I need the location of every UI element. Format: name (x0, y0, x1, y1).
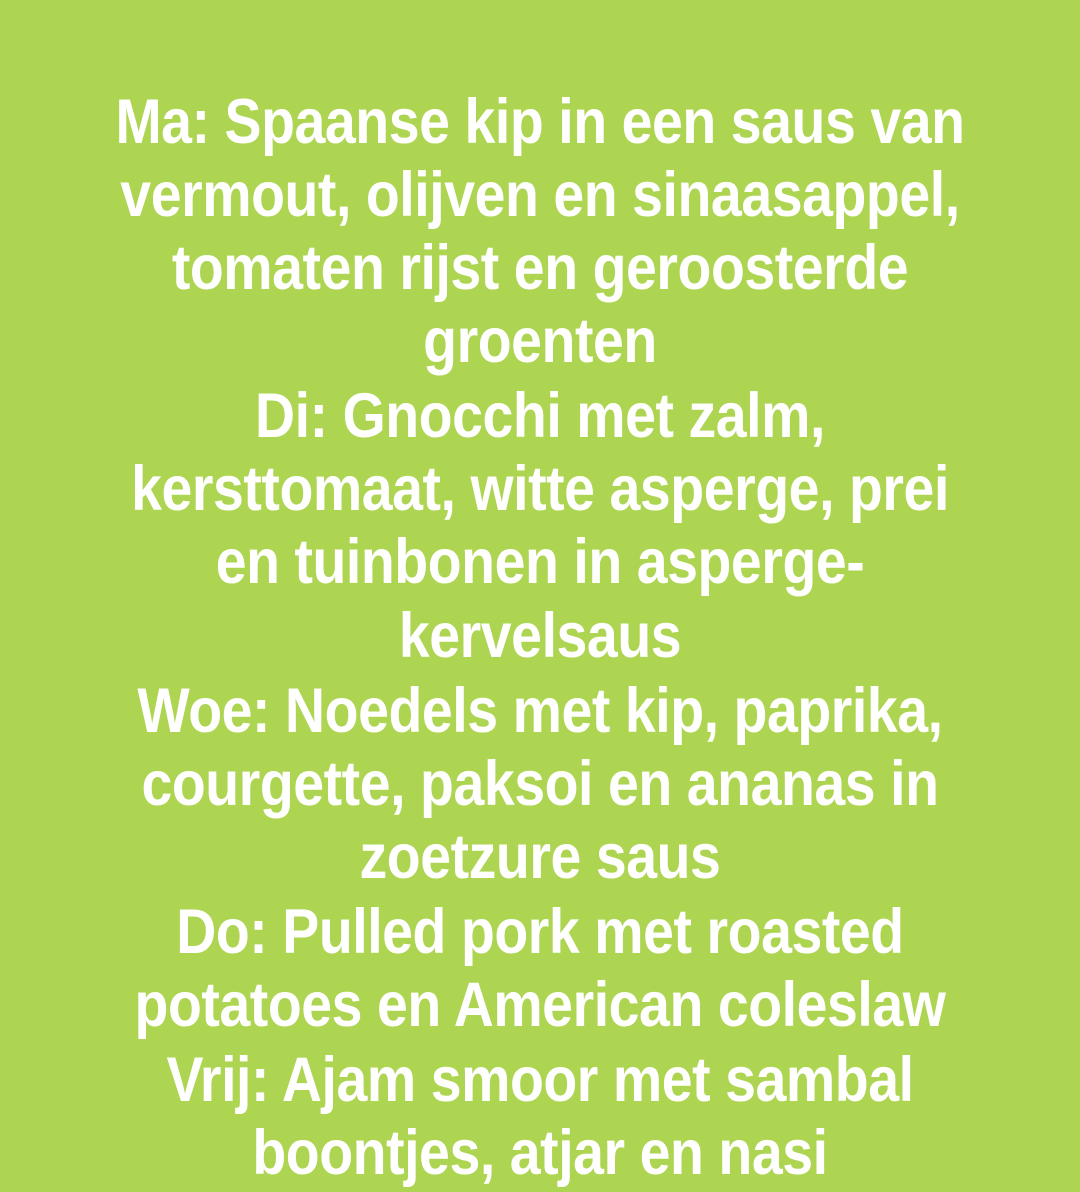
menu-line-wednesday: Woe: Noedels met kip, paprika, courgette, paksoi en ananas in zoetzure saus (137, 675, 943, 892)
menu-line-friday: Vrij: Ajam smoor met sambal boontjes, atjar en nasi (166, 1045, 914, 1189)
menu-line-monday: Ma: Spaanse kip in een saus van vermout, olijven en sinaasappel, tomaten rijst en geroosterde groenten (115, 87, 965, 377)
menu-line-thursday: Do: Pulled pork met roasted potatoes en American coleslaw (134, 896, 946, 1040)
menu-line-tuesday: Di: Gnocchi met zalm, kersttomaat, witte asperge, prei en tuinbonen in asperge-kervelsaus (131, 381, 949, 671)
weekly-menu-list (52, 86, 1028, 1192)
